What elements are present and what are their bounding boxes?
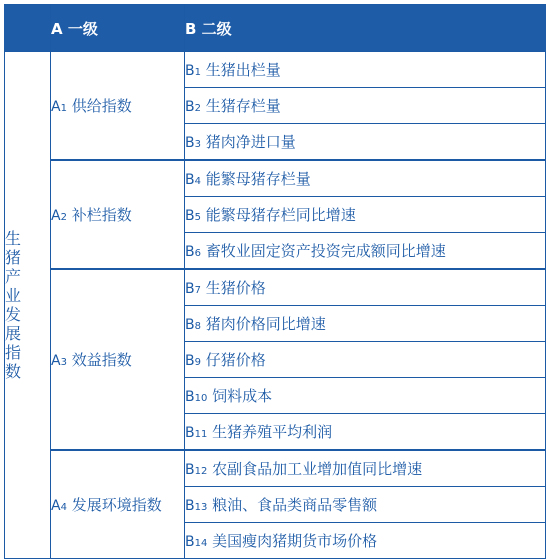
root-index-label: 生 猪 产 业 发 展 指 数 bbox=[5, 52, 51, 559]
level-b-code: B bbox=[185, 389, 195, 405]
level-b-label: 饲料成本 bbox=[207, 387, 273, 405]
level-b-cell bbox=[185, 306, 546, 342]
level-b-index: 8 bbox=[194, 321, 201, 332]
level-a-code: A bbox=[51, 208, 61, 224]
level-b-code: B bbox=[185, 353, 195, 369]
level-b-label: 能繁母猪存栏量 bbox=[200, 170, 311, 188]
level-a-index: 4 bbox=[60, 502, 67, 513]
level-b-cell bbox=[185, 52, 546, 88]
level-a-code: A bbox=[51, 498, 61, 514]
level-b-index: 2 bbox=[194, 103, 201, 114]
level-b-cell bbox=[185, 233, 546, 270]
level-a-label: 发展环境指数 bbox=[66, 496, 162, 514]
table-row bbox=[5, 52, 546, 88]
level-b-label: 猪肉价格同比增速 bbox=[200, 315, 326, 333]
level-b-cell bbox=[185, 378, 546, 414]
level-b-code: B bbox=[185, 135, 195, 151]
level-b-code: B bbox=[185, 244, 195, 260]
level-b-label: 生猪养殖平均利润 bbox=[207, 423, 333, 441]
level-b-index: 1 bbox=[194, 67, 201, 78]
level-b-cell bbox=[185, 160, 546, 197]
level-a-cell bbox=[51, 160, 185, 269]
header-col-a: A 一级 bbox=[51, 5, 185, 52]
level-b-code: B bbox=[185, 99, 195, 115]
level-b-label: 美国瘦肉猪期货市场价格 bbox=[207, 532, 378, 550]
table-row bbox=[5, 450, 546, 487]
table-header-row bbox=[5, 5, 546, 52]
level-b-cell bbox=[185, 269, 546, 306]
level-a-index: 2 bbox=[60, 212, 67, 223]
level-b-code: B bbox=[185, 425, 195, 441]
level-b-code: B bbox=[185, 317, 195, 333]
level-b-label: 仔猪价格 bbox=[200, 351, 266, 369]
level-b-cell bbox=[185, 88, 546, 124]
level-b-index: 10 bbox=[194, 393, 208, 404]
level-a-label: 效益指数 bbox=[66, 351, 132, 369]
level-b-label: 粮油、食品类商品零售额 bbox=[207, 496, 378, 514]
level-b-code: B bbox=[185, 63, 195, 79]
level-b-code: B bbox=[185, 208, 195, 224]
level-b-label: 农副食品加工业增加值同比增速 bbox=[207, 460, 423, 478]
level-b-index: 7 bbox=[194, 285, 201, 296]
level-a-label: 补栏指数 bbox=[66, 206, 132, 224]
level-a-cell bbox=[51, 450, 185, 559]
level-b-index: 5 bbox=[194, 212, 201, 223]
level-b-index: 4 bbox=[194, 176, 201, 187]
level-a-code: A bbox=[51, 353, 61, 369]
level-b-label: 生猪存栏量 bbox=[200, 97, 281, 115]
level-b-label: 生猪出栏量 bbox=[200, 61, 281, 79]
index-table bbox=[4, 4, 546, 559]
level-b-cell bbox=[185, 124, 546, 161]
level-a-cell bbox=[51, 52, 185, 161]
level-b-code: B bbox=[185, 281, 195, 297]
level-b-index: 11 bbox=[194, 429, 208, 440]
level-b-code: B bbox=[185, 498, 195, 514]
level-b-cell bbox=[185, 197, 546, 233]
level-b-cell bbox=[185, 523, 546, 559]
level-b-label: 能繁母猪存栏同比增速 bbox=[200, 206, 356, 224]
level-b-index: 9 bbox=[194, 357, 201, 368]
header-col-b: B 二级 bbox=[185, 5, 546, 52]
level-b-label: 生猪价格 bbox=[200, 279, 266, 297]
level-a-cell bbox=[51, 269, 185, 450]
table-row bbox=[5, 269, 546, 306]
level-b-cell bbox=[185, 450, 546, 487]
level-b-cell bbox=[185, 487, 546, 523]
level-a-label: 供给指数 bbox=[66, 97, 132, 115]
table-row bbox=[5, 160, 546, 197]
level-b-label: 畜牧业固定资产投资完成额同比增速 bbox=[200, 242, 446, 260]
level-a-code: A bbox=[51, 99, 61, 115]
header-corner bbox=[5, 5, 51, 52]
level-b-index: 13 bbox=[194, 502, 208, 513]
level-a-index: 1 bbox=[60, 103, 67, 114]
level-b-cell bbox=[185, 414, 546, 451]
level-b-index: 3 bbox=[194, 139, 201, 150]
level-b-code: B bbox=[185, 534, 195, 550]
level-b-index: 12 bbox=[194, 466, 208, 477]
level-b-index: 6 bbox=[194, 248, 201, 259]
level-b-code: B bbox=[185, 462, 195, 478]
level-b-index: 14 bbox=[194, 538, 208, 549]
level-a-index: 3 bbox=[60, 357, 67, 368]
level-b-code: B bbox=[185, 172, 195, 188]
level-b-label: 猪肉净进口量 bbox=[200, 133, 296, 151]
level-b-cell bbox=[185, 342, 546, 378]
